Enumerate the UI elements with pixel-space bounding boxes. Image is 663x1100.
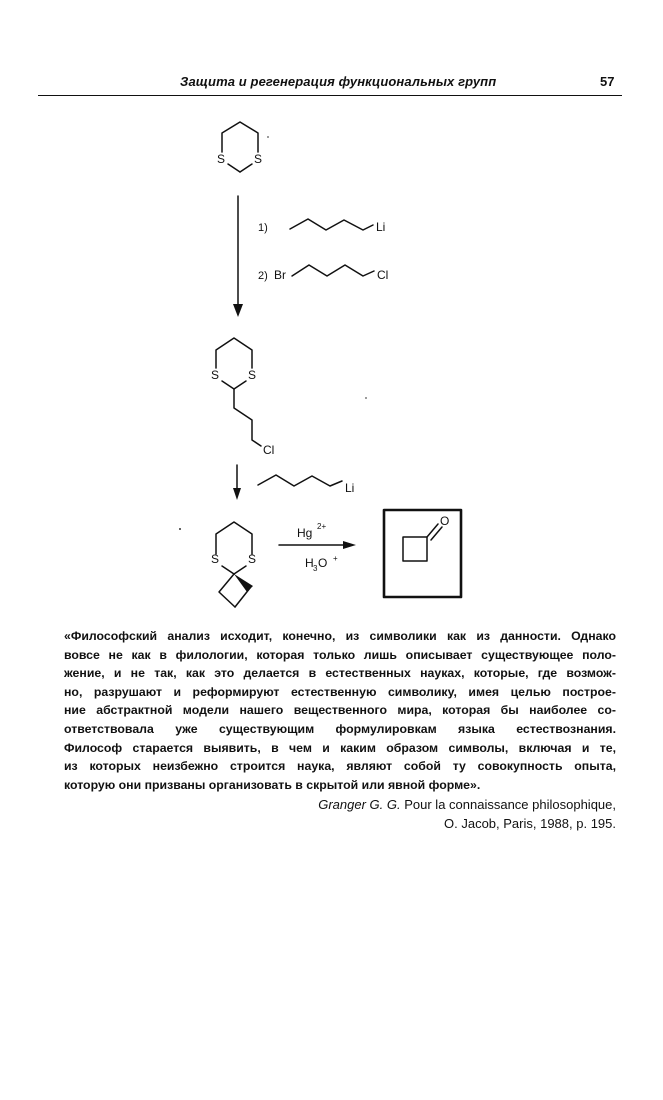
step-2-bromine-label: Br xyxy=(274,268,286,282)
quote-line: вовсе не как в филологии, которая только лишь описывает существующее поло- xyxy=(64,647,616,662)
chain-chlorine-label: Cl xyxy=(263,443,275,457)
quote-line: жение, и не так, как это делается в естественных науках, которые, где возмож- xyxy=(64,666,616,681)
sulfur-atom-label: S xyxy=(217,152,226,166)
hydrolysis-arrowhead xyxy=(343,541,356,549)
mercury-ion-charge: 2+ xyxy=(317,522,327,531)
sulfur-atom-label: S xyxy=(248,368,257,382)
stray-dot xyxy=(179,528,181,530)
quote-line: Философ старается выявить, в чем и каким образом символы, включая и те, xyxy=(64,740,616,755)
hydronium-subscript: 3 xyxy=(313,564,318,573)
quote-line: ние абстрактной модели нашего вещественного мира, которая бы наиболее со- xyxy=(64,703,616,718)
dithiane-ring-middle xyxy=(216,338,252,368)
cyclobutane-ring xyxy=(219,574,235,607)
quote-line: которую они призваны организовать в скрытой или явной форме». xyxy=(64,777,481,792)
sulfur-atom-label: S xyxy=(248,552,257,566)
butyllithium-chain-2 xyxy=(258,475,342,486)
product-frame xyxy=(384,510,461,597)
quote-line: «Философский анализ исходит, конечно, из символики как из данности. Однако xyxy=(64,629,616,643)
spiro-dithiane-bottom-right xyxy=(234,566,246,574)
citation-publisher: O. Jacob, Paris, 1988, p. 195. xyxy=(444,816,616,831)
hydronium-charge: + xyxy=(333,554,338,563)
quote-line: но, разрушают и реформируют естественную символику, имея целью построе- xyxy=(64,684,616,699)
cyclobutanone-ring xyxy=(403,537,427,561)
citation-title: Pour la connaissance philosophique, xyxy=(404,797,616,812)
sulfur-atom-label: S xyxy=(211,368,220,382)
hydronium-label: H xyxy=(305,556,314,570)
dithiane-ring-top-bottom-right xyxy=(240,164,252,172)
butyllithium-chain-1 xyxy=(290,219,373,230)
bromochloropropane-chain xyxy=(292,265,374,276)
running-header-title: Защита и регенерация функциональных групп xyxy=(180,74,497,89)
sulfur-atom-label: S xyxy=(254,152,263,166)
step-1-lithium-label: Li xyxy=(376,220,386,234)
quote-line: ответствовала уже существующим формулировкам языка естествознания. xyxy=(64,721,616,736)
mercury-ion-label: Hg xyxy=(297,526,313,540)
quote-citation xyxy=(318,795,616,833)
step-2-chlorine-label: Cl xyxy=(377,268,389,282)
epigraph-quote xyxy=(64,627,616,794)
step-1-number: 1) xyxy=(258,222,268,234)
step-3-lithium-label: Li xyxy=(345,481,355,495)
sulfur-atom-label: S xyxy=(211,552,220,566)
spiro-dithiane-bottom-left xyxy=(222,566,234,574)
dithiane-ring-top xyxy=(222,122,258,152)
carbonyl-oxygen-label: O xyxy=(440,514,450,528)
stray-dot xyxy=(365,397,367,399)
stray-dot xyxy=(267,136,269,138)
arrowhead-2 xyxy=(233,488,241,500)
dithiane-ring-top-bottom-left xyxy=(228,164,240,172)
dithiane-ring-middle-bottom-right xyxy=(234,381,246,389)
page-number: 57 xyxy=(600,74,615,89)
spiro-wedge-bond xyxy=(234,574,253,592)
spiro-dithiane-ring xyxy=(216,522,252,554)
chloropropyl-chain xyxy=(234,389,261,446)
hydronium-oxygen: O xyxy=(318,556,328,570)
quote-line: из которых неизбежно строится наука, являют собой ту совокупность опыта, xyxy=(64,759,616,774)
carbonyl-bond-2 xyxy=(431,527,442,540)
dithiane-ring-middle-bottom-left xyxy=(222,381,234,389)
citation-author: Granger G. G. xyxy=(318,797,401,812)
arrowhead-1 xyxy=(233,304,243,317)
carbonyl-bond-1 xyxy=(427,524,438,537)
step-2-number: 2) xyxy=(258,270,268,282)
